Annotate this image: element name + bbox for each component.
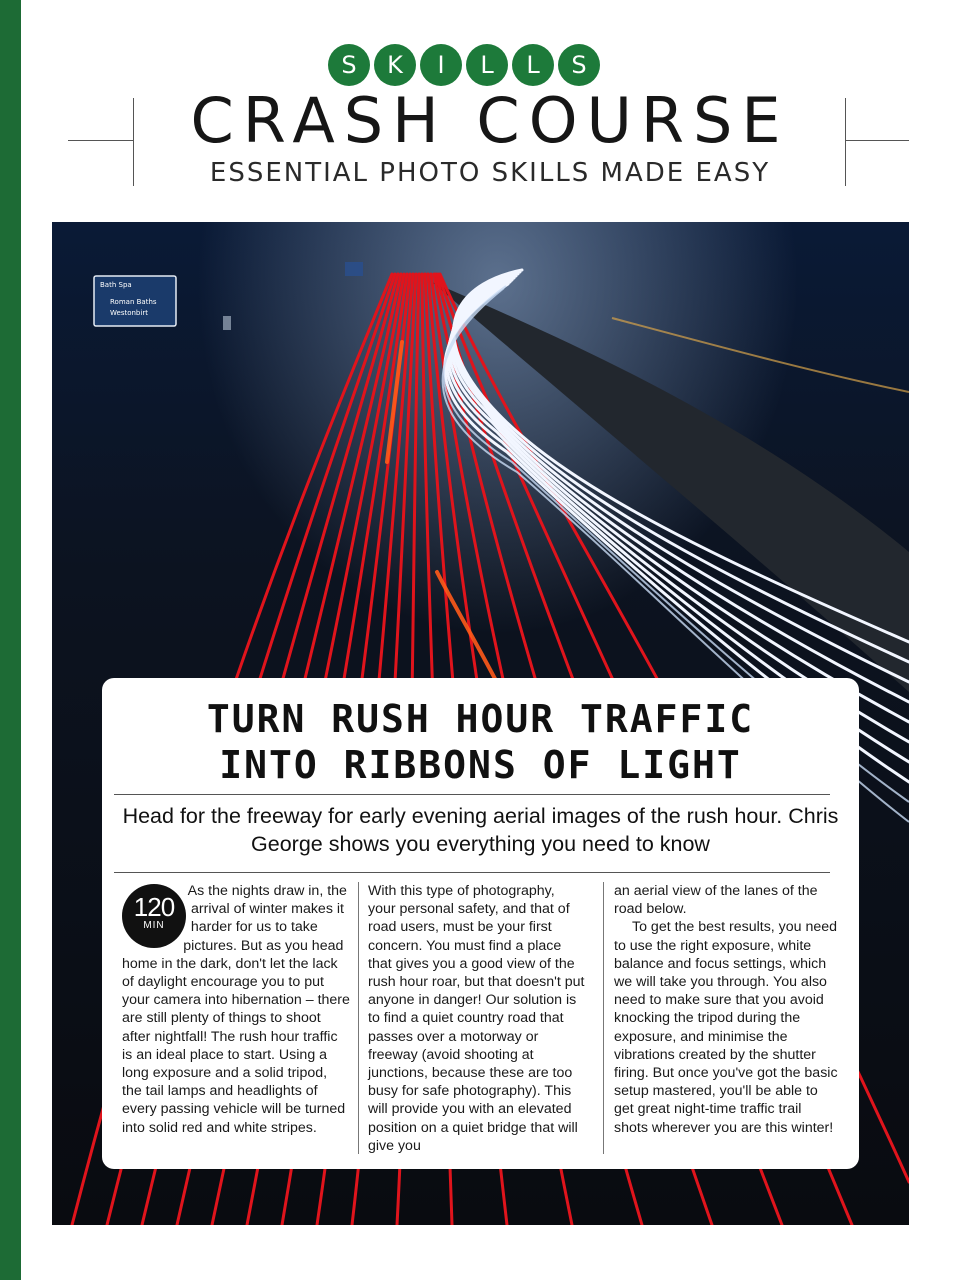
- section-letter: K: [374, 44, 416, 86]
- page-spine-bar: [0, 0, 21, 1280]
- section-label-skills: [328, 44, 600, 86]
- body-paragraph: an aerial view of the lanes of the road below.: [614, 883, 818, 918]
- article-standfirst: Head for the freeway for early evening aerial images of the rush hour. Chris George shows you everything you need to know: [122, 804, 839, 856]
- svg-text:Bath Spa: Bath Spa: [100, 281, 132, 289]
- section-letter: S: [558, 44, 600, 86]
- road-sign: [94, 276, 176, 326]
- body-paragraph: To get the best results, you need to use the right exposure, white balance and focus settings, which we will take you through. You also need to make sure that you avoid knocking the tripod during the exposure, and minimise the vibrations created by the shutter firing. But once you've got the basic setup mastered, you'll be able to get great night-time traffic trail shots wherever you are this winter!: [614, 919, 838, 1136]
- body-column-3: [614, 882, 838, 1137]
- body-paragraph: As the nights draw in, the arrival of winter makes it harder for us to take pictures. But as you head home in the dark, don't let the lack of daylight encourage you to put your camera into hibernation – there are still plenty of things to shoot after nightfall! The rush hour traffic is an ideal place to start. Using a long exposure and a solid tripod, the tail lamps and headlights of every passing vehicle will be turned into solid red and white stripes.: [122, 883, 350, 1136]
- section-letter: I: [420, 44, 462, 86]
- header-rule-right-vertical: [845, 98, 846, 186]
- header-rule-left: [68, 140, 134, 141]
- page-title: CRASH COURSE: [190, 84, 790, 157]
- standfirst-rule-bottom: [114, 872, 830, 873]
- body-column-2: [368, 882, 586, 1155]
- column-divider: [358, 882, 359, 1154]
- time-badge: [122, 884, 186, 948]
- section-letter: S: [328, 44, 370, 86]
- header-rule-left-vertical: [133, 98, 134, 186]
- header-rule-right: [845, 140, 909, 141]
- svg-text:Roman Baths: Roman Baths: [110, 298, 157, 306]
- headline-line-2: INTO RIBBONS OF LIGHT: [219, 743, 742, 787]
- article-card: [102, 678, 859, 1169]
- headline-line-1: TURN RUSH HOUR TRAFFIC: [206, 697, 755, 741]
- body-column-1: [122, 882, 350, 1137]
- standfirst-rule-top: [114, 794, 830, 795]
- section-letter: L: [512, 44, 554, 86]
- section-letter: L: [466, 44, 508, 86]
- page-subtitle: ESSENTIAL PHOTO SKILLS MADE EASY: [209, 158, 771, 188]
- article-headline: [102, 696, 859, 788]
- time-badge-unit: MIN: [143, 920, 165, 931]
- column-divider: [603, 882, 604, 1154]
- body-paragraph: With this type of photography, your personal safety, and that of road users, must be your first concern. You must find a place that gives you a good view of the rush hour roar, but that doesn't put anyone in danger! Our solution is to find a quiet country road that passes over a motorway or freeway (avoid shooting at junctions, because these are too busy for safe photography). This will provide you with an elevated position on a quiet bridge that will give you: [368, 883, 585, 1154]
- time-badge-value: 120: [133, 892, 175, 922]
- svg-text:Westonbirt: Westonbirt: [110, 309, 148, 317]
